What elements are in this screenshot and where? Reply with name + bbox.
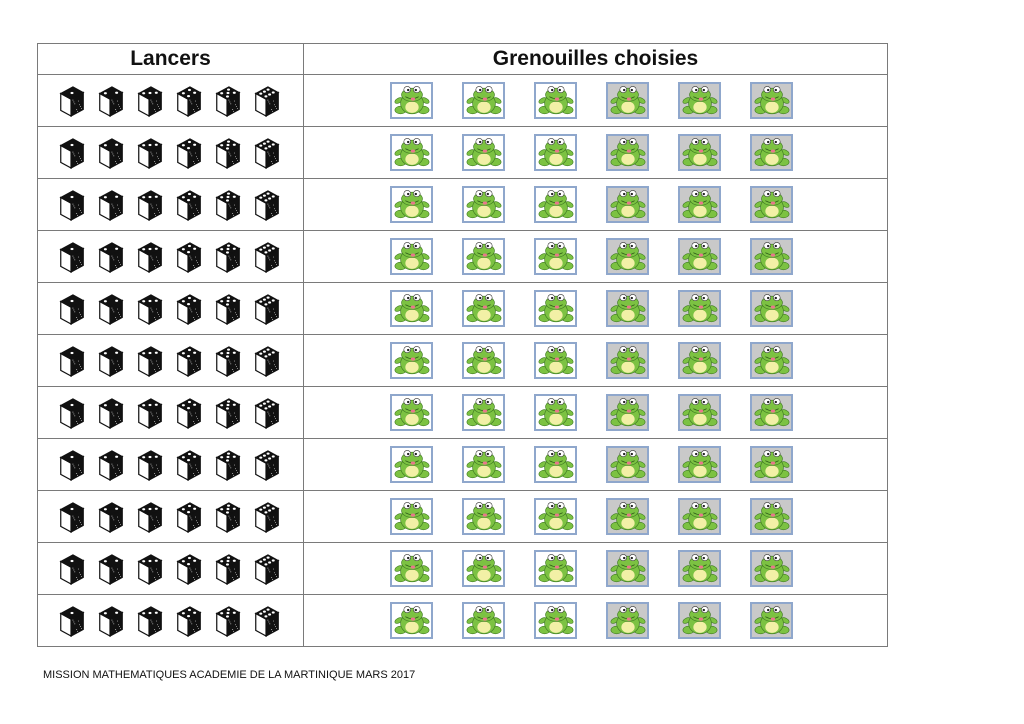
die-face-1-icon xyxy=(57,186,87,224)
frog-card[interactable] xyxy=(606,134,649,171)
frog-card-group xyxy=(304,550,887,587)
frog-card[interactable] xyxy=(390,186,433,223)
throws-cell[interactable] xyxy=(38,127,304,179)
frog-card[interactable] xyxy=(534,394,577,431)
chosen-frogs-cell[interactable] xyxy=(304,439,888,491)
die-face-3-icon xyxy=(135,550,165,588)
frog-card[interactable] xyxy=(534,134,577,171)
die-face-1-icon xyxy=(57,446,87,484)
dice-group xyxy=(38,498,303,536)
die-face-2-icon xyxy=(96,290,126,328)
die-face-4-icon xyxy=(174,134,204,172)
die-face-2-icon xyxy=(96,446,126,484)
table-row xyxy=(38,543,888,595)
throws-cell[interactable] xyxy=(38,387,304,439)
frog-card[interactable] xyxy=(390,82,433,119)
frog-card[interactable] xyxy=(462,498,505,535)
frog-icon xyxy=(681,396,719,429)
die-face-3-icon xyxy=(135,82,165,120)
frog-icon xyxy=(393,84,431,117)
frog-icon xyxy=(753,500,791,533)
frog-icon xyxy=(393,396,431,429)
die-face-6-icon xyxy=(252,394,282,432)
frog-card[interactable] xyxy=(750,498,793,535)
frog-icon xyxy=(465,240,503,273)
frog-icon xyxy=(609,344,647,377)
frog-icon xyxy=(753,292,791,325)
die-face-5-icon xyxy=(213,134,243,172)
frog-card[interactable] xyxy=(606,82,649,119)
die-face-3-icon xyxy=(135,238,165,276)
footer-credit: MISSION MATHEMATIQUES ACADEMIE DE LA MARTINIQUE MARS 2017 xyxy=(43,669,416,681)
chosen-frogs-cell[interactable] xyxy=(304,231,888,283)
frog-card[interactable] xyxy=(678,602,721,639)
die-face-4-icon xyxy=(174,186,204,224)
chosen-frogs-cell[interactable] xyxy=(304,543,888,595)
frog-card[interactable] xyxy=(534,186,577,223)
table-row xyxy=(38,179,888,231)
frog-icon xyxy=(537,448,575,481)
die-face-1-icon xyxy=(57,394,87,432)
frog-card-group xyxy=(304,290,887,327)
chosen-frogs-cell[interactable] xyxy=(304,491,888,543)
frog-card[interactable] xyxy=(606,498,649,535)
frog-card[interactable] xyxy=(678,134,721,171)
die-face-4-icon xyxy=(174,82,204,120)
die-face-5-icon xyxy=(213,186,243,224)
die-face-1-icon xyxy=(57,82,87,120)
die-face-2-icon xyxy=(96,342,126,380)
frog-icon xyxy=(753,344,791,377)
frog-card[interactable] xyxy=(390,446,433,483)
frog-card[interactable] xyxy=(678,238,721,275)
frog-icon xyxy=(681,136,719,169)
frog-icon xyxy=(393,448,431,481)
frog-icon xyxy=(681,448,719,481)
frog-card[interactable] xyxy=(534,238,577,275)
die-face-6-icon xyxy=(252,238,282,276)
frog-card[interactable] xyxy=(678,394,721,431)
frog-icon xyxy=(393,292,431,325)
table-row xyxy=(38,283,888,335)
die-face-3-icon xyxy=(135,186,165,224)
throws-cell[interactable] xyxy=(38,75,304,127)
frog-card[interactable] xyxy=(678,550,721,587)
frog-icon xyxy=(537,552,575,585)
frog-icon xyxy=(465,344,503,377)
die-face-5-icon xyxy=(213,82,243,120)
table-row xyxy=(38,491,888,543)
frog-icon xyxy=(465,552,503,585)
die-face-1-icon xyxy=(57,238,87,276)
frog-icon xyxy=(681,344,719,377)
frog-card-group xyxy=(304,82,887,119)
frog-icon xyxy=(609,292,647,325)
frog-card[interactable] xyxy=(390,238,433,275)
frog-card[interactable] xyxy=(534,550,577,587)
frog-icon xyxy=(393,604,431,637)
frog-card[interactable] xyxy=(390,602,433,639)
frog-card[interactable] xyxy=(750,550,793,587)
die-face-5-icon xyxy=(213,238,243,276)
table-row xyxy=(38,335,888,387)
frog-icon xyxy=(753,136,791,169)
frog-card[interactable] xyxy=(390,290,433,327)
die-face-2-icon xyxy=(96,238,126,276)
frog-icon xyxy=(393,552,431,585)
frog-icon xyxy=(537,188,575,221)
die-face-4-icon xyxy=(174,342,204,380)
frog-icon xyxy=(465,292,503,325)
throws-and-frogs-table xyxy=(37,43,888,647)
frog-icon xyxy=(753,188,791,221)
frog-card[interactable] xyxy=(390,342,433,379)
die-face-6-icon xyxy=(252,186,282,224)
die-face-5-icon xyxy=(213,550,243,588)
frog-card[interactable] xyxy=(678,342,721,379)
frog-icon xyxy=(609,84,647,117)
throws-cell[interactable] xyxy=(38,335,304,387)
dice-group xyxy=(38,186,303,224)
frog-icon xyxy=(393,188,431,221)
frog-icon xyxy=(609,136,647,169)
die-face-1-icon xyxy=(57,550,87,588)
die-face-6-icon xyxy=(252,342,282,380)
header-throws: Lancers xyxy=(38,44,304,75)
die-face-1-icon xyxy=(57,602,87,640)
frog-icon xyxy=(537,136,575,169)
frog-card[interactable] xyxy=(606,394,649,431)
frog-card[interactable] xyxy=(606,342,649,379)
frog-icon xyxy=(609,240,647,273)
frog-icon xyxy=(537,396,575,429)
frog-icon xyxy=(537,604,575,637)
frog-icon xyxy=(465,84,503,117)
frog-icon xyxy=(465,604,503,637)
die-face-1-icon xyxy=(57,134,87,172)
frog-card[interactable] xyxy=(750,238,793,275)
frog-card[interactable] xyxy=(390,498,433,535)
frog-card[interactable] xyxy=(462,394,505,431)
frog-card[interactable] xyxy=(606,446,649,483)
die-face-4-icon xyxy=(174,446,204,484)
frog-card[interactable] xyxy=(390,394,433,431)
frog-card[interactable] xyxy=(462,446,505,483)
die-face-4-icon xyxy=(174,602,204,640)
throws-cell[interactable] xyxy=(38,491,304,543)
frog-card-group xyxy=(304,238,887,275)
frog-icon xyxy=(393,136,431,169)
die-face-2-icon xyxy=(96,550,126,588)
table-row xyxy=(38,595,888,647)
frog-card[interactable] xyxy=(750,602,793,639)
dice-group xyxy=(38,134,303,172)
die-face-5-icon xyxy=(213,446,243,484)
die-face-2-icon xyxy=(96,602,126,640)
chosen-frogs-cell[interactable] xyxy=(304,127,888,179)
frog-card[interactable] xyxy=(606,238,649,275)
frog-icon xyxy=(609,500,647,533)
chosen-frogs-cell[interactable] xyxy=(304,595,888,647)
chosen-frogs-cell[interactable] xyxy=(304,75,888,127)
throws-cell[interactable] xyxy=(38,283,304,335)
die-face-3-icon xyxy=(135,498,165,536)
die-face-1-icon xyxy=(57,498,87,536)
frog-card[interactable] xyxy=(750,186,793,223)
frog-icon xyxy=(681,604,719,637)
frog-card-group xyxy=(304,186,887,223)
frog-icon xyxy=(393,240,431,273)
frog-card[interactable] xyxy=(534,342,577,379)
throws-cell[interactable] xyxy=(38,231,304,283)
table-row xyxy=(38,387,888,439)
die-face-5-icon xyxy=(213,290,243,328)
frog-card[interactable] xyxy=(678,82,721,119)
frog-card-group xyxy=(304,394,887,431)
die-face-3-icon xyxy=(135,602,165,640)
header-chosen-frogs: Grenouilles choisies xyxy=(304,44,888,75)
frog-card[interactable] xyxy=(462,238,505,275)
chosen-frogs-cell[interactable] xyxy=(304,283,888,335)
throws-cell[interactable] xyxy=(38,439,304,491)
frog-card[interactable] xyxy=(750,394,793,431)
die-face-3-icon xyxy=(135,134,165,172)
die-face-6-icon xyxy=(252,602,282,640)
die-face-3-icon xyxy=(135,394,165,432)
frog-icon xyxy=(753,604,791,637)
die-face-4-icon xyxy=(174,290,204,328)
frog-card[interactable] xyxy=(534,446,577,483)
die-face-3-icon xyxy=(135,290,165,328)
frog-icon xyxy=(753,552,791,585)
die-face-4-icon xyxy=(174,498,204,536)
frog-card[interactable] xyxy=(534,82,577,119)
die-face-3-icon xyxy=(135,446,165,484)
frog-card[interactable] xyxy=(462,134,505,171)
frog-card[interactable] xyxy=(750,134,793,171)
frog-card[interactable] xyxy=(606,290,649,327)
frog-card[interactable] xyxy=(750,82,793,119)
die-face-6-icon xyxy=(252,82,282,120)
frog-icon xyxy=(393,500,431,533)
frog-icon xyxy=(753,448,791,481)
frog-card[interactable] xyxy=(678,186,721,223)
frog-card[interactable] xyxy=(606,602,649,639)
table-body xyxy=(38,75,888,647)
die-face-6-icon xyxy=(252,446,282,484)
frog-icon xyxy=(465,396,503,429)
frog-icon xyxy=(681,292,719,325)
die-face-6-icon xyxy=(252,134,282,172)
dice-group xyxy=(38,550,303,588)
frog-card[interactable] xyxy=(534,290,577,327)
die-face-2-icon xyxy=(96,498,126,536)
frog-card[interactable] xyxy=(606,550,649,587)
dice-group xyxy=(38,446,303,484)
chosen-frogs-cell[interactable] xyxy=(304,387,888,439)
frog-icon xyxy=(609,552,647,585)
frog-icon xyxy=(465,500,503,533)
frog-icon xyxy=(753,396,791,429)
frog-icon xyxy=(609,604,647,637)
throws-cell[interactable] xyxy=(38,595,304,647)
frog-icon xyxy=(681,188,719,221)
frog-card[interactable] xyxy=(390,550,433,587)
die-face-3-icon xyxy=(135,342,165,380)
table-row xyxy=(38,127,888,179)
dice-group xyxy=(38,82,303,120)
table-row xyxy=(38,439,888,491)
frog-card[interactable] xyxy=(462,290,505,327)
frog-card[interactable] xyxy=(462,602,505,639)
dice-group xyxy=(38,342,303,380)
die-face-2-icon xyxy=(96,82,126,120)
die-face-4-icon xyxy=(174,394,204,432)
frog-icon xyxy=(681,84,719,117)
frog-card[interactable] xyxy=(462,82,505,119)
frog-icon xyxy=(681,552,719,585)
die-face-6-icon xyxy=(252,550,282,588)
frog-card[interactable] xyxy=(750,290,793,327)
die-face-5-icon xyxy=(213,602,243,640)
frog-card[interactable] xyxy=(390,134,433,171)
frog-card-group xyxy=(304,602,887,639)
frog-icon xyxy=(609,188,647,221)
frog-card[interactable] xyxy=(462,186,505,223)
frog-icon xyxy=(537,240,575,273)
chosen-frogs-cell[interactable] xyxy=(304,335,888,387)
throws-cell[interactable] xyxy=(38,543,304,595)
frog-icon xyxy=(537,292,575,325)
die-face-5-icon xyxy=(213,342,243,380)
frog-icon xyxy=(465,188,503,221)
frog-card[interactable] xyxy=(678,446,721,483)
die-face-2-icon xyxy=(96,186,126,224)
dice-group xyxy=(38,290,303,328)
die-face-5-icon xyxy=(213,498,243,536)
die-face-4-icon xyxy=(174,550,204,588)
die-face-6-icon xyxy=(252,498,282,536)
frog-card[interactable] xyxy=(462,342,505,379)
frog-icon xyxy=(753,84,791,117)
frog-icon xyxy=(753,240,791,273)
frog-icon xyxy=(537,344,575,377)
frog-card[interactable] xyxy=(534,602,577,639)
throws-cell[interactable] xyxy=(38,179,304,231)
frog-icon xyxy=(537,84,575,117)
frog-card[interactable] xyxy=(462,550,505,587)
frog-icon xyxy=(537,500,575,533)
chosen-frogs-cell[interactable] xyxy=(304,179,888,231)
die-face-5-icon xyxy=(213,394,243,432)
die-face-2-icon xyxy=(96,134,126,172)
frog-card-group xyxy=(304,342,887,379)
header-row xyxy=(38,44,888,75)
table-row xyxy=(38,231,888,283)
frog-card[interactable] xyxy=(750,342,793,379)
table-row xyxy=(38,75,888,127)
frog-card[interactable] xyxy=(678,290,721,327)
die-face-2-icon xyxy=(96,394,126,432)
frog-card[interactable] xyxy=(606,186,649,223)
frog-card-group xyxy=(304,498,887,535)
frog-icon xyxy=(681,500,719,533)
frog-card[interactable] xyxy=(534,498,577,535)
frog-card[interactable] xyxy=(750,446,793,483)
die-face-1-icon xyxy=(57,290,87,328)
dice-group xyxy=(38,238,303,276)
dice-group xyxy=(38,394,303,432)
frog-icon xyxy=(393,344,431,377)
frog-card-group xyxy=(304,134,887,171)
frog-icon xyxy=(609,448,647,481)
frog-icon xyxy=(465,448,503,481)
die-face-6-icon xyxy=(252,290,282,328)
die-face-4-icon xyxy=(174,238,204,276)
die-face-1-icon xyxy=(57,342,87,380)
frog-icon xyxy=(681,240,719,273)
frog-card-group xyxy=(304,446,887,483)
dice-group xyxy=(38,602,303,640)
frog-icon xyxy=(465,136,503,169)
frog-card[interactable] xyxy=(678,498,721,535)
frog-icon xyxy=(609,396,647,429)
